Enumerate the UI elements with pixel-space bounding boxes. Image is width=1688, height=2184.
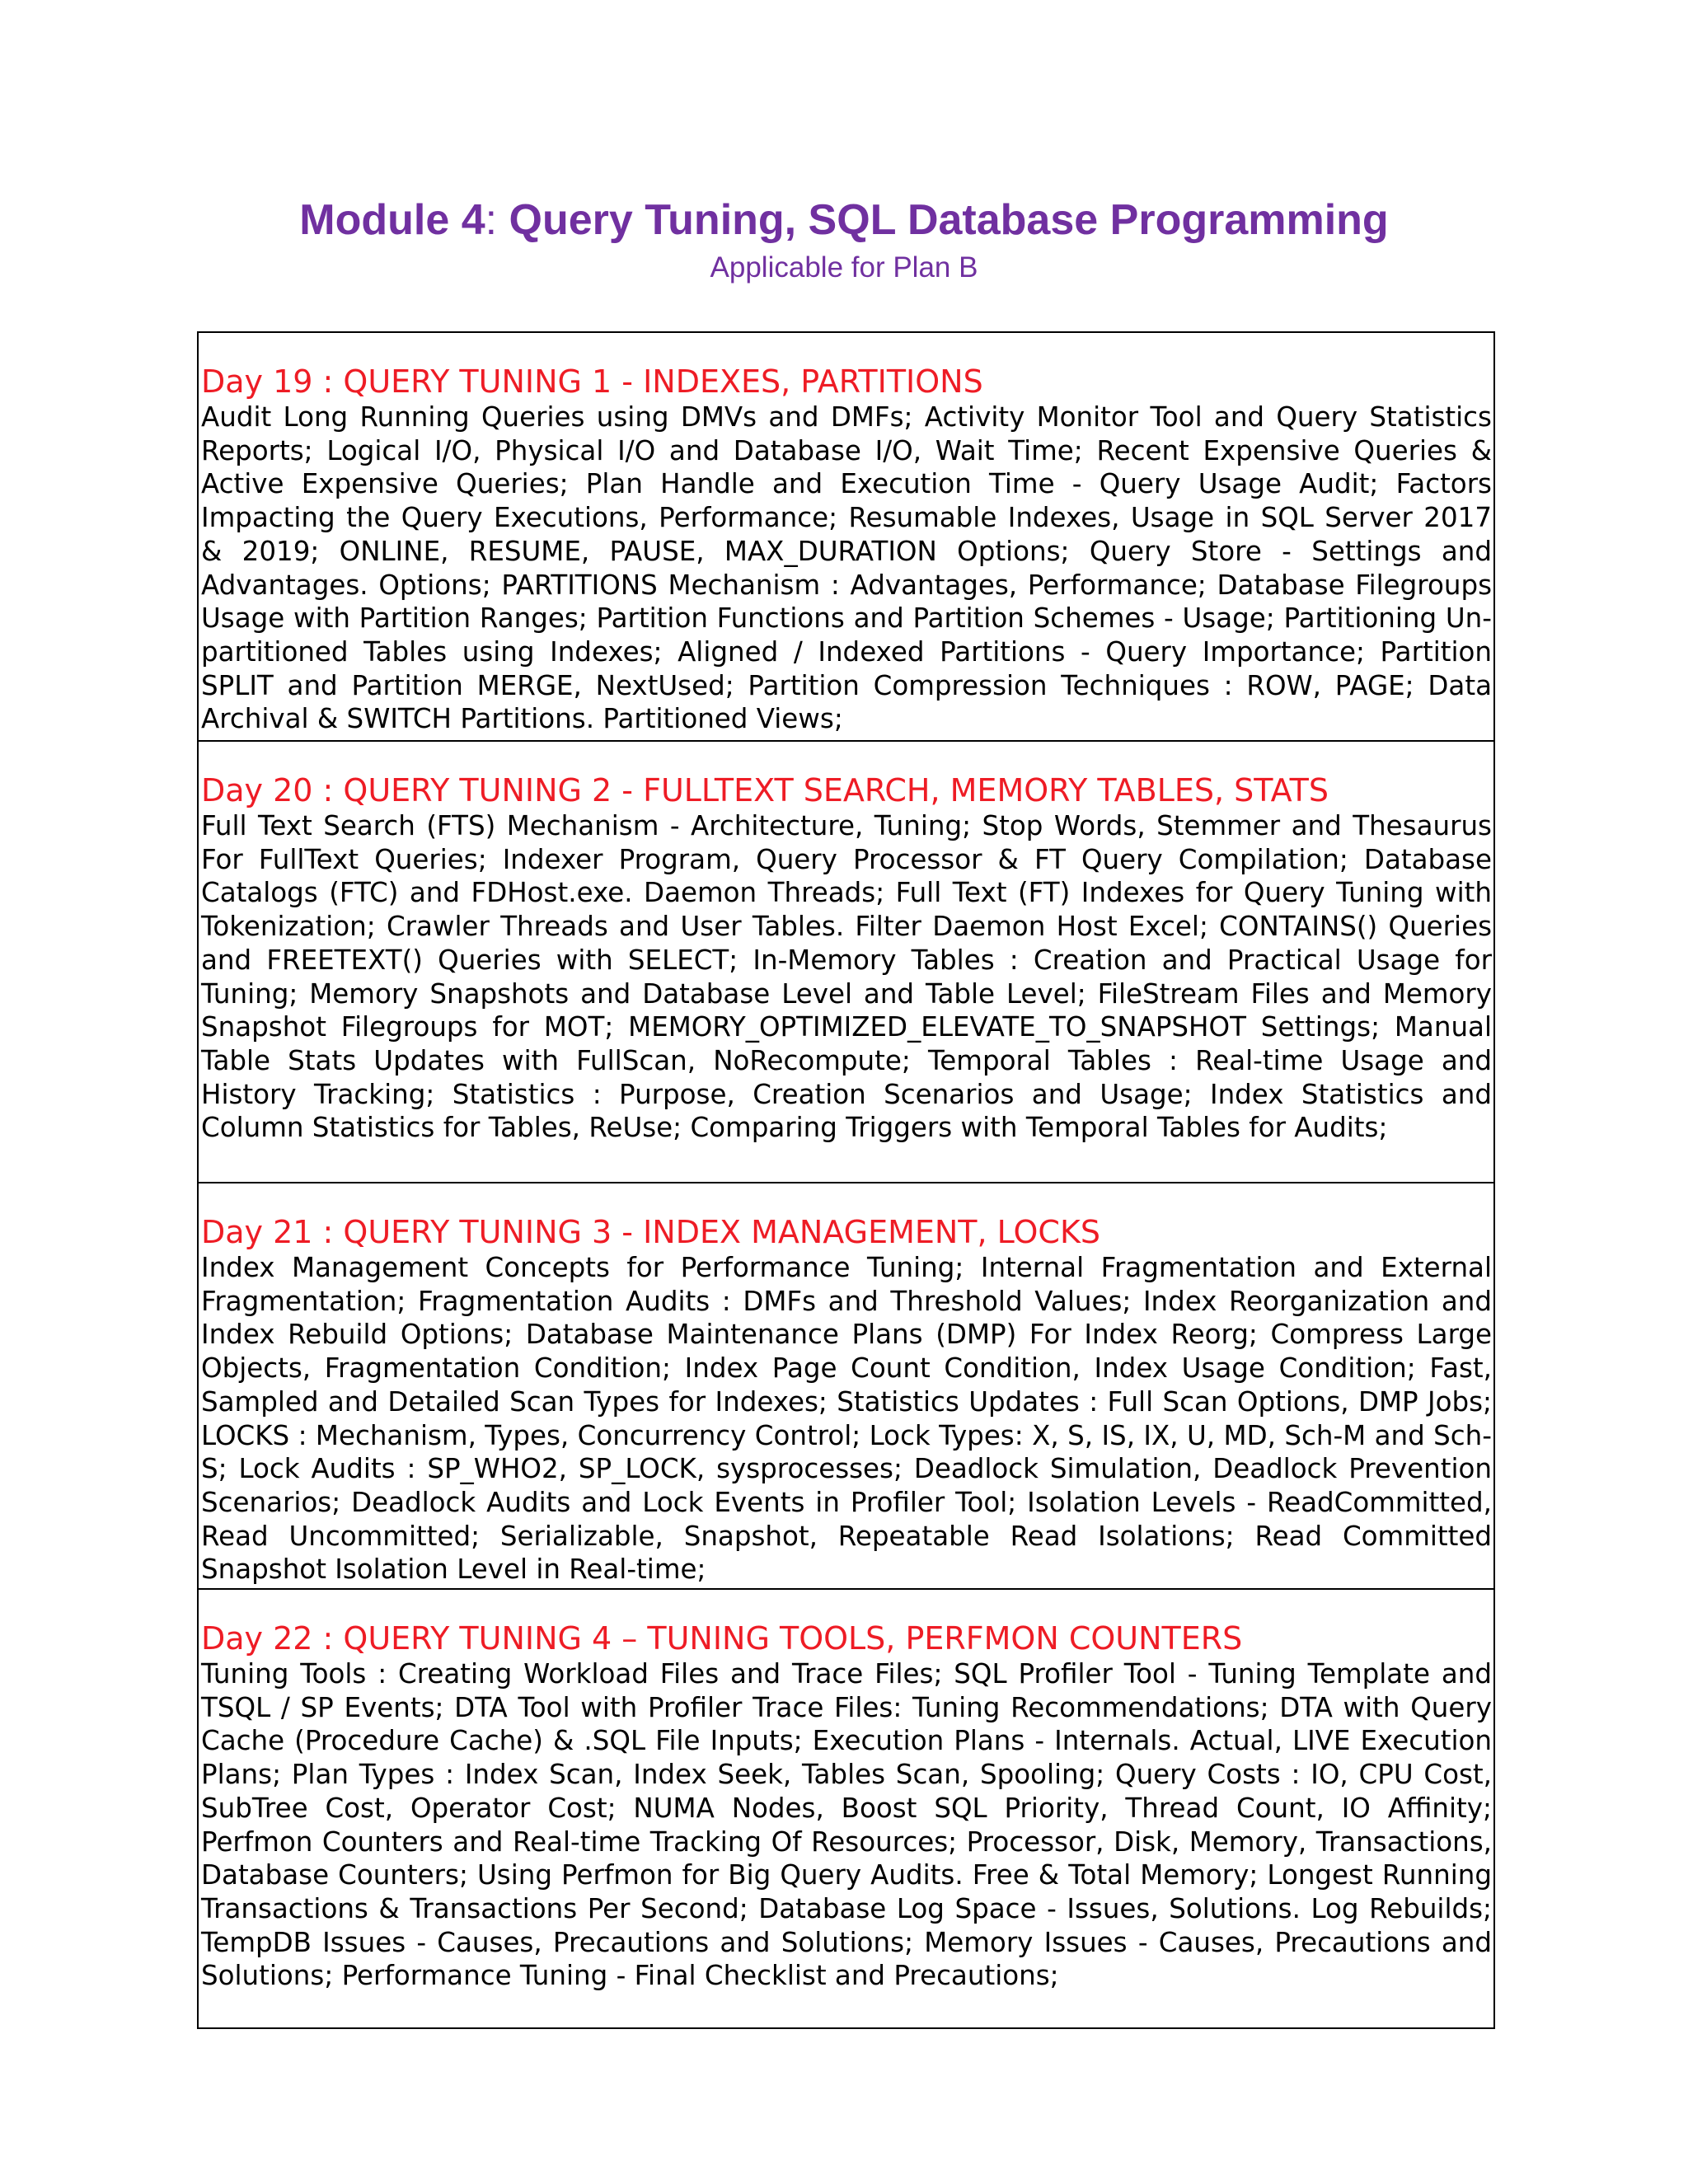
- day-22-section: [199, 1588, 1493, 2027]
- day-20-heading: Day 20 : QUERY TUNING 2 - FULLTEXT SEARCH, MEMORY TABLES, STATS: [201, 772, 1329, 808]
- day-20-topics: Full Text Search (FTS) Mechanism - Architecture, Tuning; Stop Words, Stemmer and Thesaurus For FullText Queries; Indexer Program, Query Processor & FT Query Compilation; Database Catalogs (FTC) and FDHost.exe. Daemon Threads; Full Text (FT) Indexes for Query Tuning with Tokenization; Crawler Threads and User Tables. Filter Daemon Host Excel; CONTAINS() Queries and FREETEXT() Queries with SELECT; In-Memory Tables : Creation and Practical Usage for Tuning; Memory Snapshots and Database Level and Table Level; FileStream Files and Memory Snapshot Filegroups for MOT; MEMORY_OPTIMIZED_ELEVATE_TO_SNAPSHOT Settings; Manual Table Stats Updates with FullScan, NoRecompute; Temporal Tables : Real-time Usage and History Tracking; Statistics : Purpose, Creation Scenarios and Usage; Index Statistics and Column Statistics for Tables, ReUse; Comparing Triggers with Temporal Tables for Audits;: [201, 810, 1492, 1144]
- day-21-heading: Day 21 : QUERY TUNING 3 - INDEX MANAGEMENT, LOCKS: [201, 1214, 1100, 1250]
- page-title: [0, 194, 1688, 246]
- syllabus-table: [197, 331, 1495, 2029]
- day-21-section: [199, 1182, 1493, 1588]
- day-20-section: [199, 740, 1493, 1182]
- title-separator: :: [485, 196, 498, 244]
- day-19-heading: Day 19 : QUERY TUNING 1 - INDEXES, PARTITIONS: [201, 363, 983, 400]
- day-19-topics: Audit Long Running Queries using DMVs and DMFs; Activity Monitor Tool and Query Statistics Reports; Logical I/O, Physical I/O and Database I/O, Wait Time; Recent Expensive Queries & Active Expensive Queries; Plan Handle and Execution Time - Query Usage Audit; Factors Impacting the Query Executions, Performance; Resumable Indexes, Usage in SQL Server 2017 & 2019; ONLINE, RESUME, PAUSE, MAX_DURATION Options; Query Store - Settings and Advantages. Options; PARTITIONS Mechanism : Advantages, Performance; Database Filegroups Usage with Partition Ranges; Partition Functions and Partition Schemes - Usage; Partitioning Un-partitioned Tables using Indexes; Aligned / Indexed Partitions - Query Importance; Partition SPLIT and Partition MERGE, NextUsed; Partition Compression Techniques : ROW, PAGE; Data Archival & SWITCH Partitions. Partitioned Views;: [201, 401, 1492, 735]
- page-subtitle: Applicable for Plan B: [710, 251, 978, 284]
- day-21-topics: Index Management Concepts for Performance Tuning; Internal Fragmentation and External Fragmentation; Fragmentation Audits : DMFs and Threshold Values; Index Reorganization and Index Rebuild Options; Database Maintenance Plans (DMP) For Index Reorg; Compress Large Objects, Fragmentation Condition; Index Page Count Condition, Index Usage Condition; Fast, Sampled and Detailed Scan Types for Indexes; Statistics Updates : Full Scan Options, DMP Jobs; LOCKS : Mechanism, Types, Concurrency Control; Lock Types: X, S, IS, IX, U, MD, Sch-M and Sch-S; Lock Audits : SP_WHO2, SP_LOCK, sysprocesses; Deadlock Simulation, Deadlock Prevention Scenarios; Deadlock Audits and Lock Events in Profiler Tool; Isolation Levels - ReadCommitted, Read Uncommitted; Serializable, Snapshot, Repeatable Read Isolations; Read Committed Snapshot Isolation Level in Real-time;: [201, 1252, 1492, 1586]
- day-22-heading: Day 22 : QUERY TUNING 4 – TUNING TOOLS, PERFMON COUNTERS: [201, 1620, 1243, 1657]
- title-module: Module 4: [299, 196, 485, 244]
- day-22-topics: Tuning Tools : Creating Workload Files and Trace Files; SQL Profiler Tool - Tuning Template and TSQL / SP Events; DTA Tool with Profiler Trace Files: Tuning Recommendations; DTA with Query Cache (Procedure Cache) & .SQL File Inputs; Execution Plans - Internals. Actual, LIVE Execution Plans; Plan Types : Index Scan, Index Seek, Tables Scan, Spooling; Query Costs : IO, CPU Cost, SubTree Cost, Operator Cost; NUMA Nodes, Boost SQL Priority, Thread Count, IO Affinity; Perfmon Counters and Real-time Tracking Of Resources; Processor, Disk, Memory, Transactions, Database Counters; Using Perfmon for Big Query Audits. Free & Total Memory; Longest Running Transactions & Transactions Per Second; Database Log Space - Issues, Solutions. Log Rebuilds; TempDB Issues - Causes, Precautions and Solutions; Memory Issues - Causes, Precautions and Solutions; Performance Tuning - Final Checklist and Precautions;: [201, 1658, 1492, 1992]
- day-19-section: [199, 333, 1493, 740]
- page-header: [0, 194, 1688, 285]
- title-topic: Query Tuning, SQL Database Programming: [497, 196, 1389, 244]
